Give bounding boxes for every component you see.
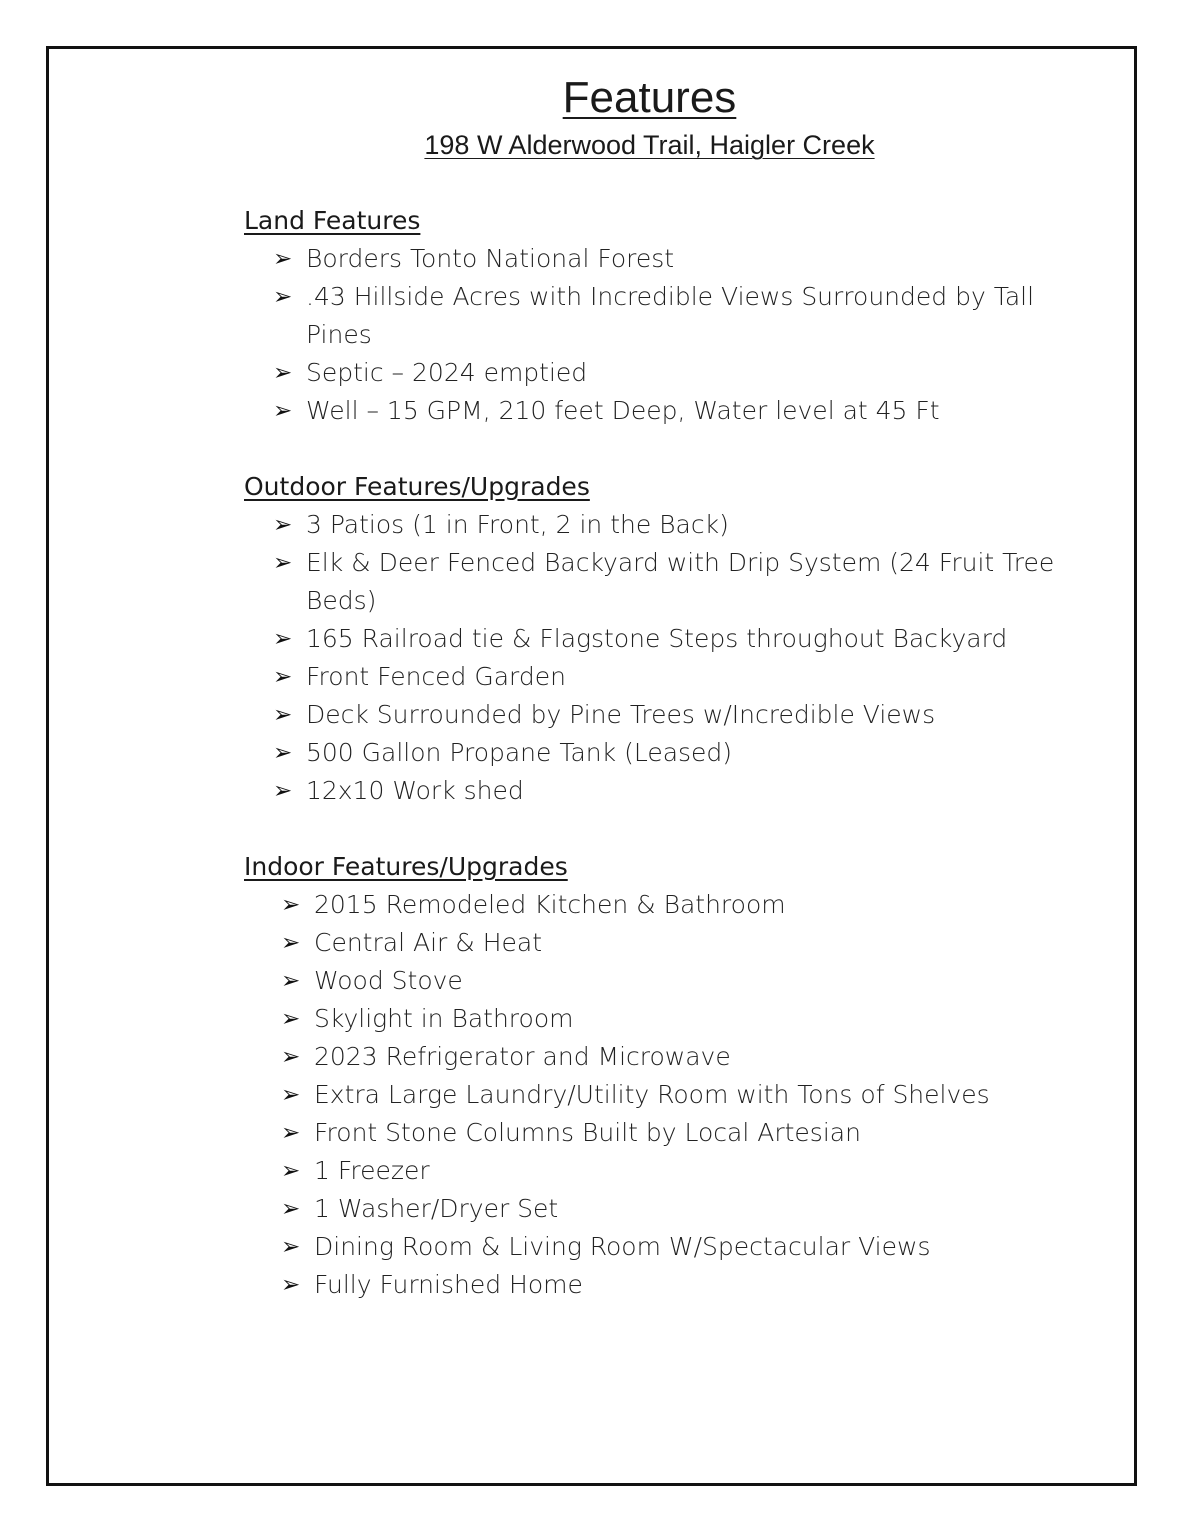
arrowhead-bullet-icon: ➢ [273,360,293,386]
list-item-text: Front Stone Columns Built by Local Artesian [314,1118,861,1147]
arrowhead-bullet-icon: ➢ [273,398,293,424]
list-item [244,924,1094,962]
indoor-features-section [244,848,1094,1304]
arrowhead-bullet-icon: ➢ [273,284,293,310]
indoor-features-heading: Indoor Features/Upgrades [244,852,568,881]
arrowhead-bullet-icon: ➢ [273,664,293,690]
page-title: Features [562,73,737,122]
list-item [244,278,1094,354]
list-item-text: Dining Room & Living Room W/Spectacular Views [314,1232,931,1261]
arrowhead-bullet-icon: ➢ [281,930,301,956]
list-item [244,772,1094,810]
list-item [244,1114,1094,1152]
arrowhead-bullet-icon: ➢ [281,1158,301,1184]
arrowhead-bullet-icon: ➢ [281,1196,301,1222]
arrowhead-bullet-icon: ➢ [273,778,293,804]
list-item [244,620,1094,658]
outdoor-features-list [244,506,1094,810]
list-item [244,1038,1094,1076]
land-features-heading: Land Features [244,206,421,235]
list-item [244,544,1094,620]
list-item [244,1000,1094,1038]
list-item-text: 2023 Refrigerator and Microwave [314,1042,731,1071]
list-item-text: Extra Large Laundry/Utility Room with Tons of Shelves [314,1080,990,1109]
arrowhead-bullet-icon: ➢ [281,1234,301,1260]
list-item-text: 3 Patios (1 in Front, 2 in the Back) [306,510,729,539]
arrowhead-bullet-icon: ➢ [273,740,293,766]
arrowhead-bullet-icon: ➢ [273,626,293,652]
list-item-text: 1 Washer/Dryer Set [314,1194,559,1223]
outdoor-features-heading: Outdoor Features/Upgrades [244,472,590,501]
list-item [244,1228,1094,1266]
list-item [244,658,1094,696]
arrowhead-bullet-icon: ➢ [281,892,301,918]
list-item [244,734,1094,772]
list-item-text: Septic – 2024 emptied [306,358,588,387]
property-address: 198 W Alderwood Trail, Haigler Creek [424,130,875,160]
list-item-text: 1 Freezer [314,1156,430,1185]
list-item [244,1190,1094,1228]
list-item [244,506,1094,544]
list-item-text: Deck Surrounded by Pine Trees w/Incredible Views [306,700,936,729]
list-item-text: Front Fenced Garden [306,662,566,691]
list-item [244,1152,1094,1190]
list-item [244,1266,1094,1304]
arrowhead-bullet-icon: ➢ [281,1272,301,1298]
land-features-section [244,202,1094,430]
arrowhead-bullet-icon: ➢ [273,702,293,728]
arrowhead-bullet-icon: ➢ [281,968,301,994]
list-item-text: Central Air & Heat [314,928,542,957]
list-item-text: Elk & Deer Fenced Backyard with Drip System (24 Fruit Tree Beds) [306,548,1055,615]
list-item [244,696,1094,734]
list-item-text: .43 Hillside Acres with Incredible Views Surrounded by Tall Pines [306,282,1035,349]
list-item-text: 12x10 Work shed [306,776,524,805]
list-item [244,354,1094,392]
list-item [244,240,1094,278]
arrowhead-bullet-icon: ➢ [273,246,293,272]
list-item-text: Skylight in Bathroom [314,1004,574,1033]
indoor-features-list [244,886,1094,1304]
list-item [244,886,1094,924]
arrowhead-bullet-icon: ➢ [273,550,293,576]
list-item [244,392,1094,430]
list-item-text: 165 Railroad tie & Flagstone Steps throughout Backyard [306,624,1008,653]
features-content [244,202,1094,1342]
list-item-text: Well – 15 GPM, 210 feet Deep, Water level at 45 Ft [306,396,940,425]
arrowhead-bullet-icon: ➢ [281,1120,301,1146]
list-item [244,1076,1094,1114]
arrowhead-bullet-icon: ➢ [281,1082,301,1108]
outdoor-features-section [244,468,1094,810]
list-item-text: 500 Gallon Propane Tank (Leased) [306,738,733,767]
arrowhead-bullet-icon: ➢ [281,1006,301,1032]
list-item-text: Wood Stove [314,966,463,995]
list-item [244,962,1094,1000]
land-features-list [244,240,1094,430]
list-item-text: Borders Tonto National Forest [306,244,675,273]
list-item-text: 2015 Remodeled Kitchen & Bathroom [314,890,786,919]
arrowhead-bullet-icon: ➢ [281,1044,301,1070]
list-item-text: Fully Furnished Home [314,1270,583,1299]
arrowhead-bullet-icon: ➢ [273,512,293,538]
